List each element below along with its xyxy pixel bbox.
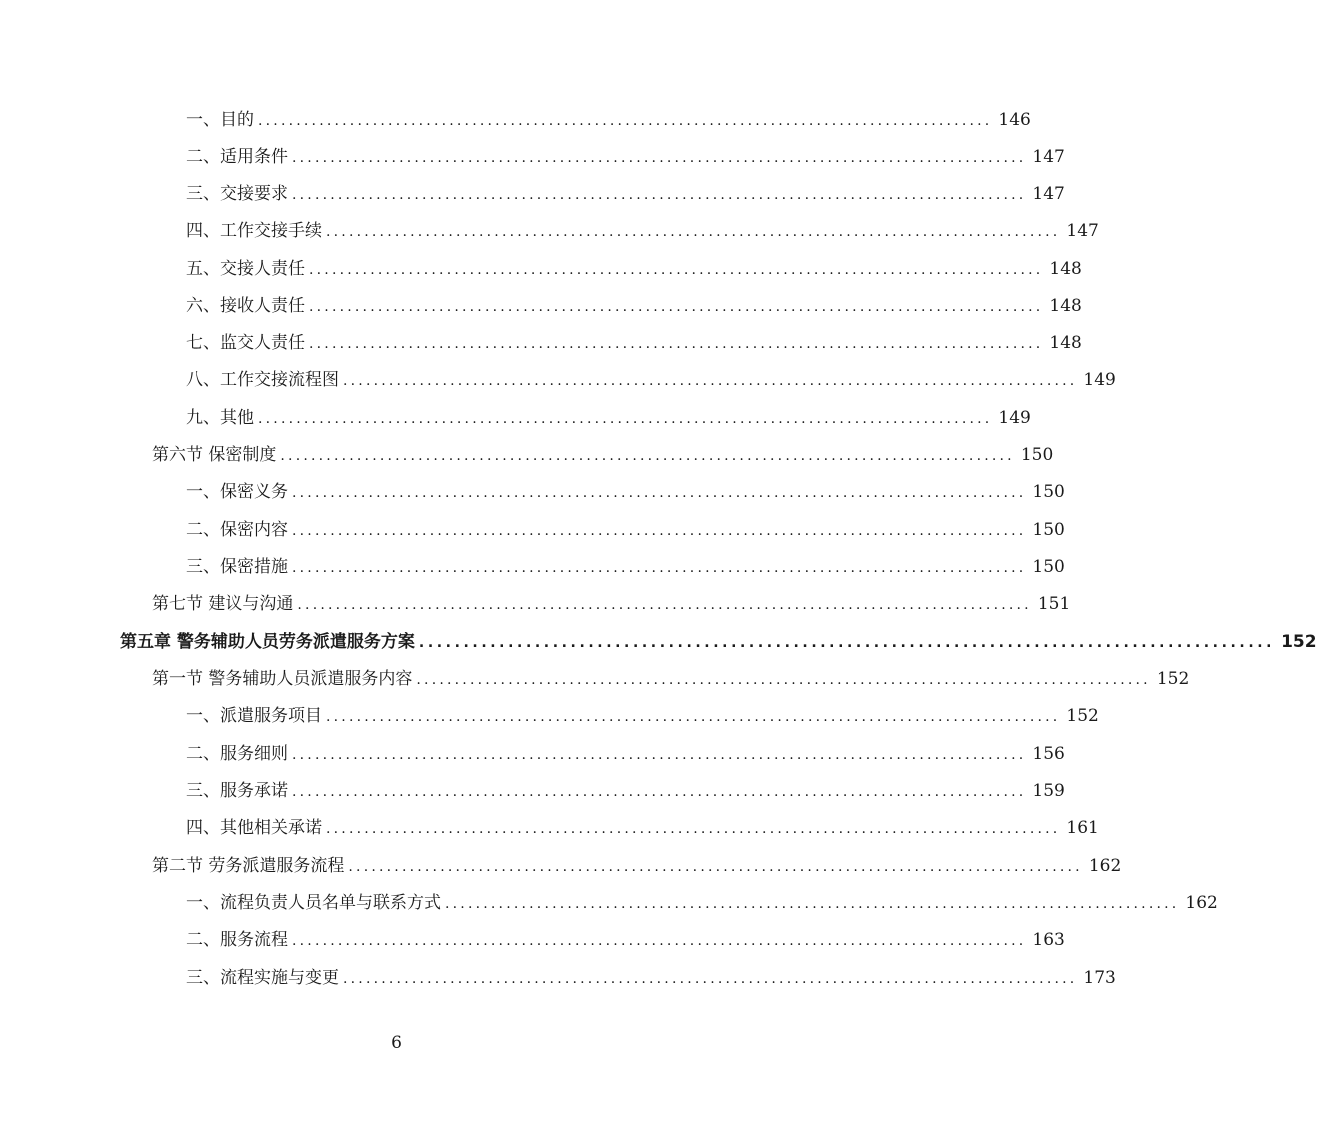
toc-entry-section[interactable]: [152, 593, 1071, 616]
toc-entry-title: 八、工作交接流程图: [186, 370, 339, 390]
dot-leader: ................................................................................................: [297, 597, 1032, 613]
dot-leader: ................................................................................................: [343, 971, 1078, 987]
dot-leader: ................................................................................................: [258, 113, 993, 129]
dot-leader: ................................................................................................: [292, 523, 1027, 539]
toc-entry-page: 152: [1066, 706, 1099, 726]
toc-entry-title: 三、保密措施: [186, 557, 288, 577]
toc-entry-page: 152: [1156, 669, 1190, 689]
dot-leader: ................................................................................................: [292, 187, 1027, 203]
toc-entry-title: 五、交接人责任: [186, 259, 305, 279]
toc-entry-page: 150: [1032, 482, 1065, 502]
toc-entry-title: 三、服务承诺: [186, 781, 288, 801]
toc-entry-title: 六、接收人责任: [186, 296, 305, 316]
toc-entry-page: 148: [1049, 259, 1082, 279]
dot-leader: ................................................................................................: [309, 262, 1044, 278]
toc-entry-page: 150: [1032, 520, 1065, 540]
toc-entry-title: 四、其他相关承诺: [186, 818, 322, 838]
dot-leader: ................................................................................................: [258, 411, 993, 427]
toc-entry-page: 163: [1032, 930, 1065, 950]
toc-entry[interactable]: [186, 780, 1065, 803]
toc-entry[interactable]: [186, 892, 1218, 915]
toc-entry[interactable]: [186, 295, 1082, 318]
toc-entry-page: 146: [998, 110, 1031, 130]
toc-entry-page: 162: [1088, 856, 1122, 876]
dot-leader: ................................................................................................: [292, 784, 1027, 800]
toc-entry-page: 161: [1066, 818, 1099, 838]
toc-entry-title: 一、派遣服务项目: [186, 706, 322, 726]
toc-entry-title: 二、服务细则: [186, 744, 288, 764]
toc-entry-title: 第七节 建议与沟通: [152, 594, 294, 614]
toc-entry[interactable]: [186, 332, 1082, 355]
toc-entry-title: 九、其他: [186, 408, 254, 428]
toc-entry-chapter[interactable]: [120, 631, 1317, 654]
toc-entry-title: 三、流程实施与变更: [186, 968, 339, 988]
toc-entry-page: 162: [1185, 893, 1218, 913]
dot-leader: ................................................................................................: [309, 299, 1044, 315]
toc-entry-title: 一、保密义务: [186, 482, 288, 502]
dot-leader: ................................................................................................: [280, 448, 1015, 464]
toc-entry-title: 第五章 警务辅助人员劳务派遣服务方案: [120, 632, 415, 652]
dot-leader: ................................................................................................: [292, 485, 1027, 501]
toc-entry-page: 148: [1049, 296, 1082, 316]
toc-entry-page: 173: [1083, 968, 1116, 988]
toc-entry[interactable]: [186, 146, 1065, 169]
toc-entry[interactable]: [186, 967, 1116, 990]
toc-entry-page: 147: [1032, 184, 1065, 204]
toc-entry-title: 四、工作交接手续: [186, 221, 322, 241]
toc-entry-title: 二、保密内容: [186, 520, 288, 540]
toc-entry-title: 二、适用条件: [186, 147, 288, 167]
toc-entry[interactable]: [186, 929, 1065, 952]
dot-leader: ................................................................................................: [292, 747, 1027, 763]
toc-entry-title: 三、交接要求: [186, 184, 288, 204]
toc-entry-page: 150: [1020, 445, 1054, 465]
toc-entry-page: 147: [1066, 221, 1099, 241]
toc-entry[interactable]: [186, 220, 1099, 243]
toc-entry[interactable]: [186, 258, 1082, 281]
dot-leader: ................................................................................................: [348, 859, 1083, 875]
dot-leader: ................................................................................................: [292, 560, 1027, 576]
toc-entry-page: 149: [998, 408, 1031, 428]
dot-leader: ................................................................................................: [326, 821, 1061, 837]
dot-leader: ................................................................................................: [418, 635, 1276, 651]
toc-entry-page: 147: [1032, 147, 1065, 167]
toc-entry-section[interactable]: [152, 444, 1054, 467]
dot-leader: ................................................................................................: [326, 709, 1061, 725]
toc-entry-section[interactable]: [152, 855, 1122, 878]
toc-entry-page: 156: [1032, 744, 1065, 764]
page-number: 6: [391, 1033, 402, 1053]
dot-leader: ................................................................................................: [416, 672, 1151, 688]
toc-entry[interactable]: [186, 109, 1031, 132]
toc-entry-page: 149: [1083, 370, 1116, 390]
toc-entry-title: 七、监交人责任: [186, 333, 305, 353]
dot-leader: ................................................................................................: [343, 373, 1078, 389]
toc-entry-title: 第六节 保密制度: [152, 445, 277, 465]
dot-leader: ................................................................................................: [309, 336, 1044, 352]
toc-entry-page: 152: [1281, 632, 1317, 652]
toc-entry[interactable]: [186, 705, 1099, 728]
toc-entry-title: 一、目的: [186, 110, 254, 130]
toc-entry[interactable]: [186, 519, 1065, 542]
toc-entry-page: 148: [1049, 333, 1082, 353]
toc-entry[interactable]: [186, 407, 1031, 430]
toc-entry[interactable]: [186, 369, 1116, 392]
toc-entry[interactable]: [186, 183, 1065, 206]
toc-entry-title: 二、服务流程: [186, 930, 288, 950]
dot-leader: ................................................................................................: [326, 224, 1061, 240]
toc-entry-page: 159: [1032, 781, 1065, 801]
toc-entry-page: 150: [1032, 557, 1065, 577]
dot-leader: ................................................................................................: [445, 896, 1180, 912]
toc-entry-section[interactable]: [152, 668, 1190, 691]
dot-leader: ................................................................................................: [292, 150, 1027, 166]
toc-entry-page: 151: [1037, 594, 1071, 614]
toc-entry-title: 第二节 劳务派遣服务流程: [152, 856, 345, 876]
toc-entry-title: 一、流程负责人员名单与联系方式: [186, 893, 441, 913]
dot-leader: ................................................................................................: [292, 933, 1027, 949]
toc-entry-title: 第一节 警务辅助人员派遣服务内容: [152, 669, 413, 689]
toc-entry[interactable]: [186, 481, 1065, 504]
toc-entry[interactable]: [186, 743, 1065, 766]
toc-entry[interactable]: [186, 556, 1065, 579]
toc-entry[interactable]: [186, 817, 1099, 840]
